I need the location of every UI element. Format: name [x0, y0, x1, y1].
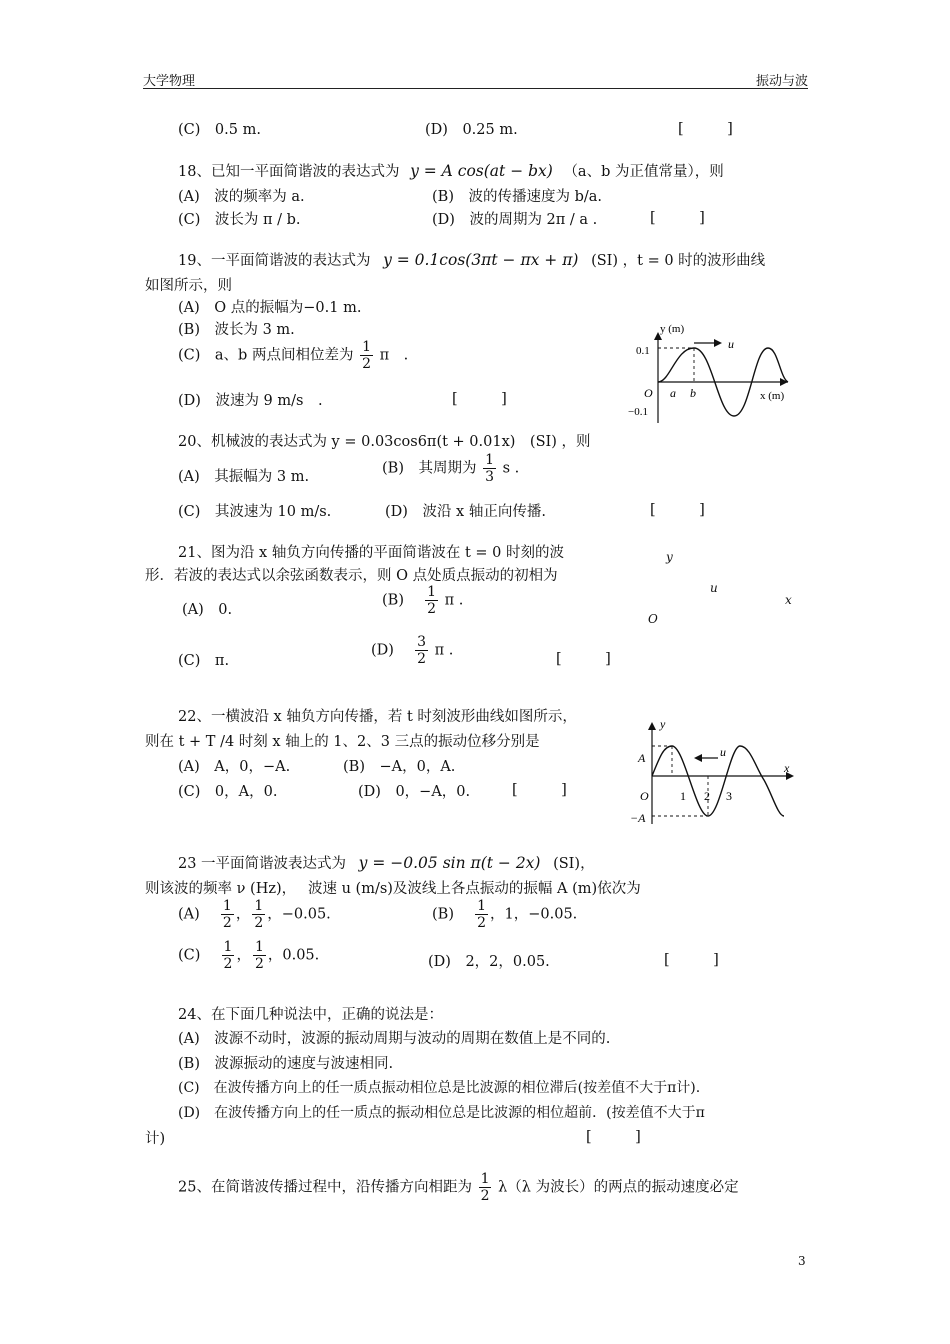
header-title: 大学物理	[143, 74, 196, 89]
q24-option-a: (A) 波源不动时，波源的振动周期与波动的周期在数值上是不同的.	[178, 1031, 611, 1047]
q21-fig-u: u	[710, 581, 718, 595]
q18-option-a: (A) 波的频率为 a.	[178, 189, 305, 205]
q19-option-a: (A) O 点的振幅为−0.1 m.	[178, 300, 362, 316]
q18-option-c: (C) 波长为 π / b.	[178, 212, 301, 228]
q22-option-b: (B) −A，0，A.	[343, 759, 456, 775]
svg-text:x (m): x (m)	[760, 390, 785, 402]
q18-answer-bracket[interactable]: [ ]	[650, 210, 705, 226]
q22-stem: 22、一横波沿 x 轴负方向传播，若 t 时刻波形曲线如图所示，	[178, 709, 577, 725]
svg-text:u: u	[720, 745, 726, 759]
q22-stem-cont: 则在 t + T /4 时刻 x 轴上的 1、2、3 三点的振动位移分别是	[145, 734, 540, 750]
q21-fig-x: x	[785, 593, 792, 607]
q23-stem-cont: 则该波的频率 ν (Hz)， 波速 u (m/s)及波线上各点振动的振幅 A (m)依次为	[145, 881, 641, 897]
q21-option-c: (C) π.	[178, 653, 230, 669]
q21-stem: 21、图为沿 x 轴负方向传播的平面简谐波在 t = 0 时刻的波	[178, 545, 564, 561]
q21-option-b: (B) $\frac{1}{2}$ π .	[382, 584, 464, 617]
q19-answer-bracket[interactable]: [ ]	[452, 391, 507, 407]
q23-answer-bracket[interactable]: [ ]	[664, 952, 719, 968]
svg-text:−A: −A	[630, 811, 646, 825]
q20-option-d: (D) 波沿 x 轴正向传播.	[385, 504, 546, 520]
q21-fig-y: y	[666, 550, 673, 564]
q22-wave-figure	[622, 716, 800, 828]
q21-option-a: (A) 0.	[182, 602, 233, 618]
q19-option-c: (C) a、b 两点间相位差为 $\frac{1}{2}$ π .	[178, 339, 409, 372]
q22-option-c: (C) 0，A，0.	[178, 784, 278, 800]
q22-option-d: (D) 0，−A，0.	[358, 784, 471, 800]
q19-stem-cont: 如图所示，则	[145, 278, 232, 294]
svg-text:O: O	[640, 789, 649, 803]
svg-text:y: y	[660, 717, 666, 731]
q24-option-b: (B) 波源振动的速度与波速相同.	[178, 1056, 394, 1072]
svg-text:A: A	[638, 751, 646, 765]
q20-answer-bracket[interactable]: [ ]	[650, 502, 705, 518]
page-number: 3	[798, 1254, 806, 1268]
q18-stem: 18、已知一平面简谐波的表达式为 y = A cos(at − bx) （a、b 为正值常量），则	[178, 162, 724, 180]
q23-option-c: (C) $\frac{1}{2}$ ， $\frac{1}{2}$ ，0.05.	[178, 939, 320, 972]
svg-text:O: O	[644, 386, 653, 400]
q25-stem: 25、在简谐波传播过程中，沿传播方向相距为 $\frac{1}{2}$ λ（λ 为波长）的两点的振动速度必定	[178, 1171, 739, 1204]
q18-option-b: (B) 波的传播速度为 b/a.	[432, 189, 602, 205]
q24-stem: 24、在下面几种说法中，正确的说法是：	[178, 1007, 443, 1023]
q23-option-b: (B) $\frac{1}{2}$ ，1，−0.05.	[432, 898, 578, 931]
q21-fig-o: O	[648, 612, 658, 626]
q24-answer-bracket[interactable]: [ ]	[586, 1129, 641, 1145]
q22-answer-bracket[interactable]: [ ]	[512, 782, 567, 798]
svg-text:u: u	[728, 337, 734, 351]
q17-option-d: (D) 0.25 m.	[425, 122, 518, 138]
q23-option-a: (A) $\frac{1}{2}$ ， $\frac{1}{2}$ ，−0.05.	[178, 898, 331, 931]
svg-text:3: 3	[726, 789, 732, 803]
q19-option-b: (B) 波长为 3 m.	[178, 322, 295, 338]
svg-text:b: b	[690, 386, 696, 400]
svg-text:1: 1	[680, 789, 686, 803]
q24-option-c: (C) 在波传播方向上的任一质点振动相位总是比波源的相位滞后(按差值不大于π计).	[178, 1080, 701, 1096]
q20-option-c: (C) 其波速为 10 m/s.	[178, 504, 332, 520]
q20-stem: 20、机械波的表达式为 y = 0.03cos6π(t + 0.01x) (SI) ，则	[178, 434, 591, 450]
q21-answer-bracket[interactable]: [ ]	[556, 651, 611, 667]
q18-formula: y = A cos(at − bx)	[410, 162, 553, 180]
svg-text:a: a	[670, 386, 676, 400]
q23-option-d: (D) 2，2，0.05.	[428, 954, 550, 970]
q19-stem: 19、一平面简谐波的表达式为 y = 0.1cos(3πt − πx + π) (SI) ，t = 0 时的波形曲线	[178, 251, 766, 269]
fig-ylabel: y (m)	[660, 323, 685, 335]
q17-answer-bracket[interactable]: [ ]	[678, 121, 733, 137]
svg-text:0.1: 0.1	[636, 345, 650, 357]
q17-option-c: (C) 0.5 m.	[178, 122, 261, 138]
q23-stem: 23 一平面简谐波表达式为 y = −0.05 sin π(t − 2x) (SI)，	[178, 854, 595, 872]
q24-option-d-cont: 计)	[145, 1131, 166, 1147]
q19-formula: y = 0.1cos(3πt − πx + π)	[383, 251, 579, 269]
q22-option-a: (A) A，0，−A.	[178, 759, 291, 775]
q21-option-d: (D) $\frac{3}{2}$ π .	[371, 634, 454, 667]
svg-text:−0.1: −0.1	[628, 406, 648, 418]
header-chapter: 振动与波	[755, 74, 808, 89]
q19-option-d: (D) 波速为 9 m/s .	[178, 393, 323, 409]
header-rule	[143, 88, 808, 89]
wave-curve	[652, 746, 784, 816]
q23-formula: y = −0.05 sin π(t − 2x)	[358, 854, 541, 872]
q20-option-b: (B) 其周期为 $\frac{1}{3}$ s .	[382, 452, 520, 485]
q19-wave-figure	[620, 318, 800, 428]
q24-option-d: (D) 在波传播方向上的任一质点的振动相位总是比波源的相位超前．(按差值不大于π	[178, 1105, 705, 1121]
q18-option-d: (D) 波的周期为 2π / a .	[432, 212, 598, 228]
q20-option-a: (A) 其振幅为 3 m.	[178, 469, 310, 485]
svg-text:2: 2	[704, 789, 710, 803]
q21-stem-cont: 形．若波的表达式以余弦函数表示，则 O 点处质点振动的初相为	[145, 568, 558, 584]
svg-text:x: x	[784, 761, 790, 775]
